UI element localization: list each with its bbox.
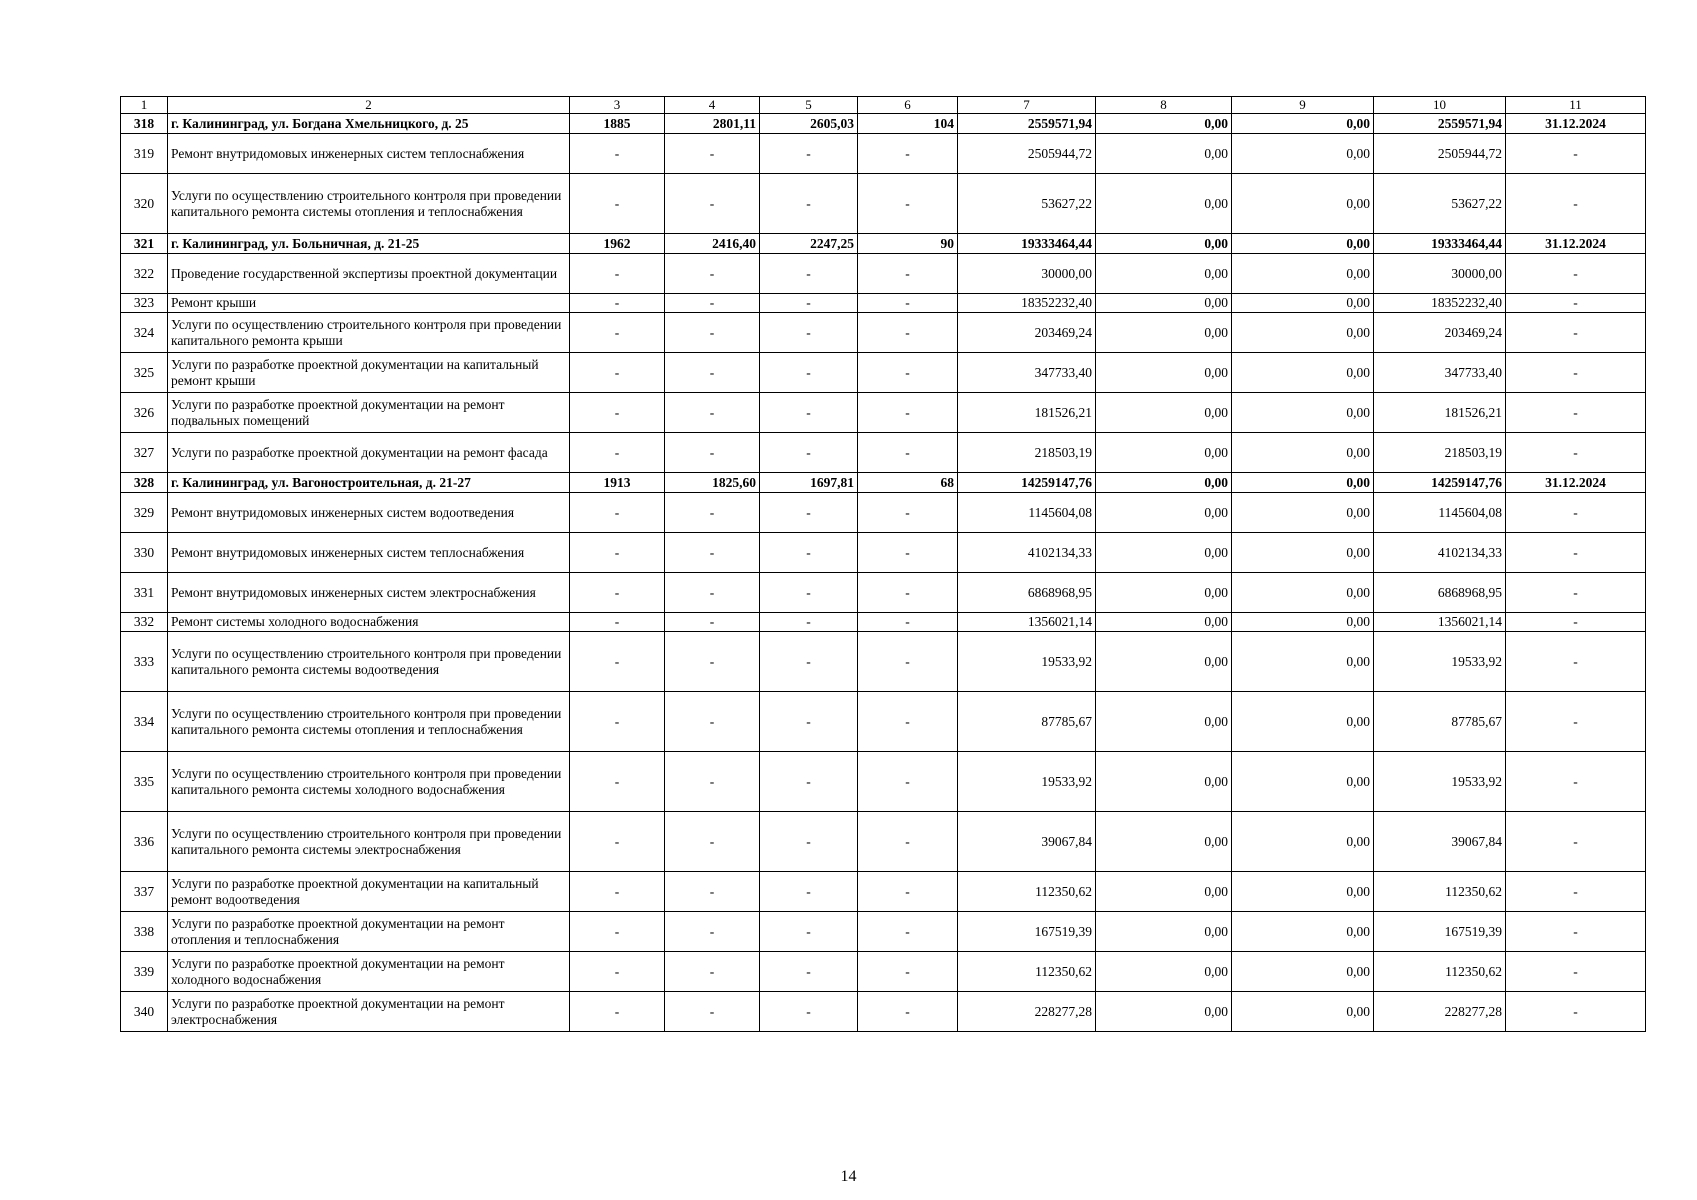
col-3-value: -: [570, 752, 665, 812]
col-5-value: -: [760, 313, 858, 353]
completion-date: -: [1506, 952, 1646, 992]
row-number: 334: [121, 692, 168, 752]
column-header: 1: [121, 97, 168, 114]
col-5-value: -: [760, 353, 858, 393]
col-6-value: -: [858, 632, 958, 692]
col-4-value: -: [665, 912, 760, 952]
col-3-value: 1913: [570, 473, 665, 493]
col-8-value: 0,00: [1096, 313, 1232, 353]
row-number: 330: [121, 533, 168, 573]
col-9-value: 0,00: [1232, 493, 1374, 533]
col-9-value: 0,00: [1232, 254, 1374, 294]
col-9-value: 0,00: [1232, 313, 1374, 353]
completion-date: -: [1506, 493, 1646, 533]
col-10-value: 228277,28: [1374, 992, 1506, 1032]
completion-date: -: [1506, 912, 1646, 952]
completion-date: -: [1506, 393, 1646, 433]
work-item-row: [121, 692, 1646, 752]
col-5-value: -: [760, 493, 858, 533]
col-9-value: 0,00: [1232, 114, 1374, 134]
col-10-value: 2559571,94: [1374, 114, 1506, 134]
col-4-value: -: [665, 174, 760, 234]
col-6-value: -: [858, 992, 958, 1032]
col-4-value: 2416,40: [665, 234, 760, 254]
col-9-value: 0,00: [1232, 174, 1374, 234]
work-name: Ремонт крыши: [168, 294, 570, 313]
work-item-row: [121, 812, 1646, 872]
row-number: 339: [121, 952, 168, 992]
completion-date: -: [1506, 752, 1646, 812]
col-3-value: -: [570, 353, 665, 393]
col-6-value: -: [858, 533, 958, 573]
total-cost: 14259147,76: [958, 473, 1096, 493]
work-name: Услуги по разработке проектной документации на ремонт холодного водоснабжения: [168, 952, 570, 992]
total-cost: 167519,39: [958, 912, 1096, 952]
col-10-value: 167519,39: [1374, 912, 1506, 952]
work-item-row: [121, 313, 1646, 353]
completion-date: -: [1506, 353, 1646, 393]
col-5-value: -: [760, 573, 858, 613]
col-3-value: -: [570, 533, 665, 573]
col-6-value: -: [858, 433, 958, 473]
work-item-row: [121, 433, 1646, 473]
col-5-value: -: [760, 812, 858, 872]
col-6-value: -: [858, 912, 958, 952]
work-item-row: [121, 533, 1646, 573]
completion-date: -: [1506, 812, 1646, 872]
col-5-value: -: [760, 752, 858, 812]
work-item-row: [121, 632, 1646, 692]
col-5-value: -: [760, 254, 858, 294]
row-number: 318: [121, 114, 168, 134]
work-item-row: [121, 613, 1646, 632]
col-9-value: 0,00: [1232, 952, 1374, 992]
column-header: 7: [958, 97, 1096, 114]
col-8-value: 0,00: [1096, 912, 1232, 952]
work-name: Услуги по осуществлению строительного контроля при проведении капитального ремонта системы электроснабжения: [168, 812, 570, 872]
row-number: 328: [121, 473, 168, 493]
col-10-value: 1145604,08: [1374, 493, 1506, 533]
work-name: г. Калининград, ул. Богдана Хмельницкого, д. 25: [168, 114, 570, 134]
col-9-value: 0,00: [1232, 134, 1374, 174]
row-number: 327: [121, 433, 168, 473]
work-name: Услуги по разработке проектной документации на ремонт электроснабжения: [168, 992, 570, 1032]
col-3-value: 1962: [570, 234, 665, 254]
work-name: Услуги по осуществлению строительного контроля при проведении капитального ремонта системы отопления и теплоснабжения: [168, 692, 570, 752]
row-number: 320: [121, 174, 168, 234]
col-4-value: -: [665, 573, 760, 613]
work-item-row: [121, 573, 1646, 613]
work-name: Ремонт внутридомовых инженерных систем теплоснабжения: [168, 134, 570, 174]
col-10-value: 112350,62: [1374, 952, 1506, 992]
col-8-value: 0,00: [1096, 872, 1232, 912]
completion-date: -: [1506, 313, 1646, 353]
total-cost: 6868968,95: [958, 573, 1096, 613]
completion-date: 31.12.2024: [1506, 114, 1646, 134]
col-3-value: -: [570, 613, 665, 632]
completion-date: 31.12.2024: [1506, 473, 1646, 493]
col-3-value: -: [570, 254, 665, 294]
total-cost: 30000,00: [958, 254, 1096, 294]
col-10-value: 53627,22: [1374, 174, 1506, 234]
col-5-value: 2605,03: [760, 114, 858, 134]
col-8-value: 0,00: [1096, 353, 1232, 393]
total-cost: 18352232,40: [958, 294, 1096, 313]
work-name: Услуги по разработке проектной документации на ремонт подвальных помещений: [168, 393, 570, 433]
page-number: 14: [840, 1168, 857, 1185]
row-number: 323: [121, 294, 168, 313]
work-item-row: [121, 134, 1646, 174]
col-9-value: 0,00: [1232, 433, 1374, 473]
completion-date: 31.12.2024: [1506, 234, 1646, 254]
col-10-value: 6868968,95: [1374, 573, 1506, 613]
col-6-value: -: [858, 493, 958, 533]
col-8-value: 0,00: [1096, 294, 1232, 313]
col-8-value: 0,00: [1096, 134, 1232, 174]
col-3-value: 1885: [570, 114, 665, 134]
col-8-value: 0,00: [1096, 992, 1232, 1032]
col-3-value: -: [570, 433, 665, 473]
column-header: 5: [760, 97, 858, 114]
col-5-value: -: [760, 632, 858, 692]
col-8-value: 0,00: [1096, 433, 1232, 473]
col-6-value: -: [858, 573, 958, 613]
col-10-value: 87785,67: [1374, 692, 1506, 752]
work-name: Ремонт внутридомовых инженерных систем теплоснабжения: [168, 533, 570, 573]
col-4-value: -: [665, 872, 760, 912]
address-row: [121, 473, 1646, 493]
total-cost: 1356021,14: [958, 613, 1096, 632]
capital-repair-table: [120, 96, 1646, 1032]
col-4-value: 1825,60: [665, 473, 760, 493]
col-10-value: 14259147,76: [1374, 473, 1506, 493]
col-3-value: -: [570, 294, 665, 313]
col-10-value: 39067,84: [1374, 812, 1506, 872]
column-header: 3: [570, 97, 665, 114]
col-6-value: -: [858, 353, 958, 393]
col-5-value: -: [760, 294, 858, 313]
col-6-value: -: [858, 254, 958, 294]
work-name: Услуги по разработке проектной документации на капитальный ремонт водоотведения: [168, 872, 570, 912]
row-number: 329: [121, 493, 168, 533]
row-number: 337: [121, 872, 168, 912]
col-9-value: 0,00: [1232, 912, 1374, 952]
col-6-value: -: [858, 294, 958, 313]
col-3-value: -: [570, 573, 665, 613]
row-number: 322: [121, 254, 168, 294]
work-name: Ремонт системы холодного водоснабжения: [168, 613, 570, 632]
col-6-value: -: [858, 692, 958, 752]
col-9-value: 0,00: [1232, 812, 1374, 872]
col-3-value: -: [570, 632, 665, 692]
total-cost: 181526,21: [958, 393, 1096, 433]
column-header: 6: [858, 97, 958, 114]
col-10-value: 1356021,14: [1374, 613, 1506, 632]
col-5-value: -: [760, 692, 858, 752]
col-3-value: -: [570, 912, 665, 952]
column-header: 10: [1374, 97, 1506, 114]
row-number: 324: [121, 313, 168, 353]
col-10-value: 112350,62: [1374, 872, 1506, 912]
col-10-value: 218503,19: [1374, 433, 1506, 473]
col-3-value: -: [570, 812, 665, 872]
work-item-row: [121, 353, 1646, 393]
col-9-value: 0,00: [1232, 692, 1374, 752]
column-header: 2: [168, 97, 570, 114]
col-6-value: -: [858, 613, 958, 632]
work-name: Проведение государственной экспертизы проектной документации: [168, 254, 570, 294]
col-6-value: 68: [858, 473, 958, 493]
total-cost: 112350,62: [958, 952, 1096, 992]
col-5-value: -: [760, 174, 858, 234]
total-cost: 4102134,33: [958, 533, 1096, 573]
total-cost: 112350,62: [958, 872, 1096, 912]
col-3-value: -: [570, 393, 665, 433]
completion-date: -: [1506, 632, 1646, 692]
col-9-value: 0,00: [1232, 872, 1374, 912]
work-item-row: [121, 952, 1646, 992]
col-5-value: -: [760, 872, 858, 912]
col-6-value: -: [858, 134, 958, 174]
col-3-value: -: [570, 313, 665, 353]
total-cost: 2559571,94: [958, 114, 1096, 134]
col-8-value: 0,00: [1096, 613, 1232, 632]
col-3-value: -: [570, 952, 665, 992]
col-8-value: 0,00: [1096, 952, 1232, 992]
completion-date: -: [1506, 992, 1646, 1032]
row-number: 319: [121, 134, 168, 174]
col-6-value: -: [858, 812, 958, 872]
work-name: г. Калининград, ул. Больничная, д. 21-25: [168, 234, 570, 254]
column-header: 8: [1096, 97, 1232, 114]
completion-date: -: [1506, 174, 1646, 234]
col-4-value: -: [665, 812, 760, 872]
total-cost: 39067,84: [958, 812, 1096, 872]
col-8-value: 0,00: [1096, 114, 1232, 134]
col-6-value: 90: [858, 234, 958, 254]
col-6-value: -: [858, 952, 958, 992]
total-cost: 53627,22: [958, 174, 1096, 234]
col-8-value: 0,00: [1096, 812, 1232, 872]
col-8-value: 0,00: [1096, 234, 1232, 254]
work-item-row: [121, 393, 1646, 433]
work-name: Услуги по разработке проектной документации на ремонт отопления и теплоснабжения: [168, 912, 570, 952]
col-9-value: 0,00: [1232, 353, 1374, 393]
col-8-value: 0,00: [1096, 752, 1232, 812]
col-9-value: 0,00: [1232, 613, 1374, 632]
column-header: 11: [1506, 97, 1646, 114]
total-cost: 347733,40: [958, 353, 1096, 393]
total-cost: 19533,92: [958, 632, 1096, 692]
col-3-value: -: [570, 872, 665, 912]
col-8-value: 0,00: [1096, 533, 1232, 573]
col-6-value: 104: [858, 114, 958, 134]
col-8-value: 0,00: [1096, 174, 1232, 234]
col-9-value: 0,00: [1232, 632, 1374, 692]
row-number: 325: [121, 353, 168, 393]
col-6-value: -: [858, 313, 958, 353]
col-4-value: -: [665, 613, 760, 632]
completion-date: -: [1506, 433, 1646, 473]
col-5-value: -: [760, 533, 858, 573]
work-name: Услуги по осуществлению строительного контроля при проведении капитального ремонта системы водоотведения: [168, 632, 570, 692]
row-number: 340: [121, 992, 168, 1032]
col-4-value: -: [665, 294, 760, 313]
work-item-row: [121, 254, 1646, 294]
col-9-value: 0,00: [1232, 473, 1374, 493]
completion-date: -: [1506, 872, 1646, 912]
col-4-value: -: [665, 952, 760, 992]
row-number: 333: [121, 632, 168, 692]
col-3-value: -: [570, 992, 665, 1032]
column-header: 4: [665, 97, 760, 114]
col-9-value: 0,00: [1232, 573, 1374, 613]
col-8-value: 0,00: [1096, 632, 1232, 692]
completion-date: -: [1506, 254, 1646, 294]
col-5-value: -: [760, 134, 858, 174]
work-name: Услуги по осуществлению строительного контроля при проведении капитального ремонта системы отопления и теплоснабжения: [168, 174, 570, 234]
col-6-value: -: [858, 393, 958, 433]
work-item-row: [121, 493, 1646, 533]
col-8-value: 0,00: [1096, 473, 1232, 493]
col-5-value: -: [760, 912, 858, 952]
col-9-value: 0,00: [1232, 393, 1374, 433]
col-10-value: 30000,00: [1374, 254, 1506, 294]
col-8-value: 0,00: [1096, 254, 1232, 294]
col-8-value: 0,00: [1096, 573, 1232, 613]
work-name: г. Калининград, ул. Вагоностроительная, д. 21-27: [168, 473, 570, 493]
col-4-value: -: [665, 134, 760, 174]
col-6-value: -: [858, 872, 958, 912]
column-header: 9: [1232, 97, 1374, 114]
col-4-value: -: [665, 992, 760, 1032]
col-3-value: -: [570, 692, 665, 752]
col-10-value: 18352232,40: [1374, 294, 1506, 313]
col-5-value: -: [760, 992, 858, 1032]
total-cost: 203469,24: [958, 313, 1096, 353]
work-name: Услуги по осуществлению строительного контроля при проведении капитального ремонта крыши: [168, 313, 570, 353]
total-cost: 218503,19: [958, 433, 1096, 473]
col-5-value: -: [760, 393, 858, 433]
work-name: Услуги по разработке проектной документации на ремонт фасада: [168, 433, 570, 473]
col-10-value: 4102134,33: [1374, 533, 1506, 573]
work-name: Ремонт внутридомовых инженерных систем водоотведения: [168, 493, 570, 533]
col-5-value: -: [760, 613, 858, 632]
row-number: 336: [121, 812, 168, 872]
row-number: 332: [121, 613, 168, 632]
col-4-value: -: [665, 254, 760, 294]
work-item-row: [121, 912, 1646, 952]
col-4-value: -: [665, 533, 760, 573]
work-name: Услуги по осуществлению строительного контроля при проведении капитального ремонта системы холодного водоснабжения: [168, 752, 570, 812]
completion-date: -: [1506, 134, 1646, 174]
col-3-value: -: [570, 174, 665, 234]
col-9-value: 0,00: [1232, 752, 1374, 812]
col-4-value: 2801,11: [665, 114, 760, 134]
col-5-value: -: [760, 952, 858, 992]
col-4-value: -: [665, 692, 760, 752]
col-4-value: -: [665, 313, 760, 353]
work-item-row: [121, 752, 1646, 812]
col-9-value: 0,00: [1232, 992, 1374, 1032]
col-4-value: -: [665, 433, 760, 473]
total-cost: 87785,67: [958, 692, 1096, 752]
col-10-value: 2505944,72: [1374, 134, 1506, 174]
col-10-value: 19533,92: [1374, 752, 1506, 812]
total-cost: 2505944,72: [958, 134, 1096, 174]
col-10-value: 347733,40: [1374, 353, 1506, 393]
row-number: 335: [121, 752, 168, 812]
completion-date: -: [1506, 294, 1646, 313]
row-number: 338: [121, 912, 168, 952]
total-cost: 19333464,44: [958, 234, 1096, 254]
col-9-value: 0,00: [1232, 234, 1374, 254]
row-number: 331: [121, 573, 168, 613]
col-5-value: 2247,25: [760, 234, 858, 254]
address-row: [121, 114, 1646, 134]
completion-date: -: [1506, 613, 1646, 632]
total-cost: 1145604,08: [958, 493, 1096, 533]
total-cost: 228277,28: [958, 992, 1096, 1032]
work-name: Услуги по разработке проектной документации на капитальный ремонт крыши: [168, 353, 570, 393]
col-3-value: -: [570, 134, 665, 174]
column-number-header-row: [121, 97, 1646, 114]
col-10-value: 181526,21: [1374, 393, 1506, 433]
address-row: [121, 234, 1646, 254]
work-name: Ремонт внутридомовых инженерных систем электроснабжения: [168, 573, 570, 613]
col-9-value: 0,00: [1232, 294, 1374, 313]
row-number: 321: [121, 234, 168, 254]
col-4-value: -: [665, 752, 760, 812]
completion-date: -: [1506, 692, 1646, 752]
completion-date: -: [1506, 533, 1646, 573]
work-item-row: [121, 872, 1646, 912]
col-4-value: -: [665, 632, 760, 692]
work-item-row: [121, 294, 1646, 313]
col-6-value: -: [858, 752, 958, 812]
col-6-value: -: [858, 174, 958, 234]
completion-date: -: [1506, 573, 1646, 613]
col-10-value: 203469,24: [1374, 313, 1506, 353]
col-8-value: 0,00: [1096, 692, 1232, 752]
col-8-value: 0,00: [1096, 493, 1232, 533]
col-8-value: 0,00: [1096, 393, 1232, 433]
col-4-value: -: [665, 353, 760, 393]
col-3-value: -: [570, 493, 665, 533]
col-5-value: 1697,81: [760, 473, 858, 493]
work-item-row: [121, 174, 1646, 234]
col-9-value: 0,00: [1232, 533, 1374, 573]
col-5-value: -: [760, 433, 858, 473]
row-number: 326: [121, 393, 168, 433]
total-cost: 19533,92: [958, 752, 1096, 812]
col-4-value: -: [665, 493, 760, 533]
col-10-value: 19333464,44: [1374, 234, 1506, 254]
table-body: [121, 97, 1646, 1032]
col-10-value: 19533,92: [1374, 632, 1506, 692]
work-item-row: [121, 992, 1646, 1032]
col-4-value: -: [665, 393, 760, 433]
